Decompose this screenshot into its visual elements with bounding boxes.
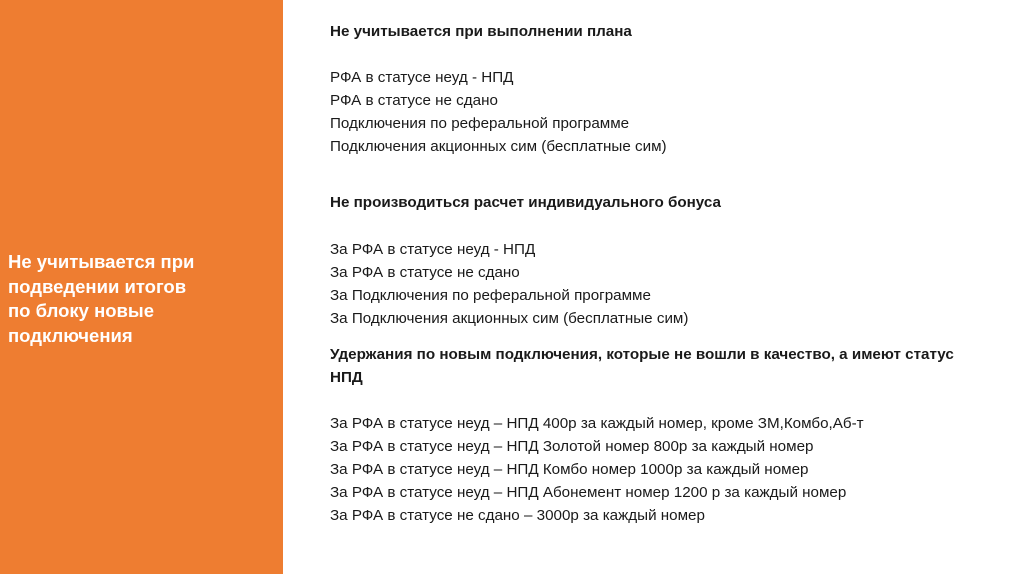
sidebar-title-line: по блоку новые bbox=[8, 300, 155, 321]
sidebar-title-line: Не учитывается при bbox=[8, 251, 195, 272]
list-item: За РФА в статусе неуд - НПД bbox=[330, 241, 536, 258]
list-item: За РФА в статусе не сдано – 3000р за каждый номер bbox=[330, 507, 705, 524]
list-item: Подключения по реферальной программе bbox=[330, 115, 630, 132]
list-item: РФА в статусе не сдано bbox=[330, 92, 498, 109]
section-heading-bonus: Не производиться расчет индивидуального бонуса bbox=[330, 194, 721, 211]
sidebar-title-line: подключения bbox=[8, 324, 133, 346]
list-item: За Подключения акционных сим (бесплатные сим) bbox=[330, 310, 689, 327]
list-item: За РФА в статусе неуд – НПД 400р за каждый номер, кроме ЗМ,Комбо,Аб-т bbox=[330, 415, 864, 432]
list-item: За РФА в статусе не сдано bbox=[330, 264, 520, 281]
list-item: Подключения акционных сим (бесплатные сим) bbox=[330, 138, 667, 155]
sidebar-title bbox=[8, 250, 268, 348]
orange-sidebar bbox=[0, 0, 283, 574]
list-item: За РФА в статусе неуд – НПД Комбо номер 1000р за каждый номер bbox=[330, 461, 809, 478]
list-item: За Подключения по реферальной программе bbox=[330, 287, 651, 304]
list-item: РФА в статусе неуд - НПД bbox=[330, 69, 514, 86]
section-heading-plan: Не учитывается при выполнении плана bbox=[330, 23, 632, 40]
section-heading-deductions: Удержания по новым подключения, которые не вошли в качество, а имеют статус НПД bbox=[330, 346, 954, 386]
list-item: За РФА в статусе неуд – НПД Золотой номер 800р за каждый номер bbox=[330, 438, 814, 455]
sidebar-title-line: подведении итогов bbox=[8, 275, 187, 297]
list-item: За РФА в статусе неуд – НПД Абонемент номер 1200 р за каждый номер bbox=[330, 484, 847, 501]
